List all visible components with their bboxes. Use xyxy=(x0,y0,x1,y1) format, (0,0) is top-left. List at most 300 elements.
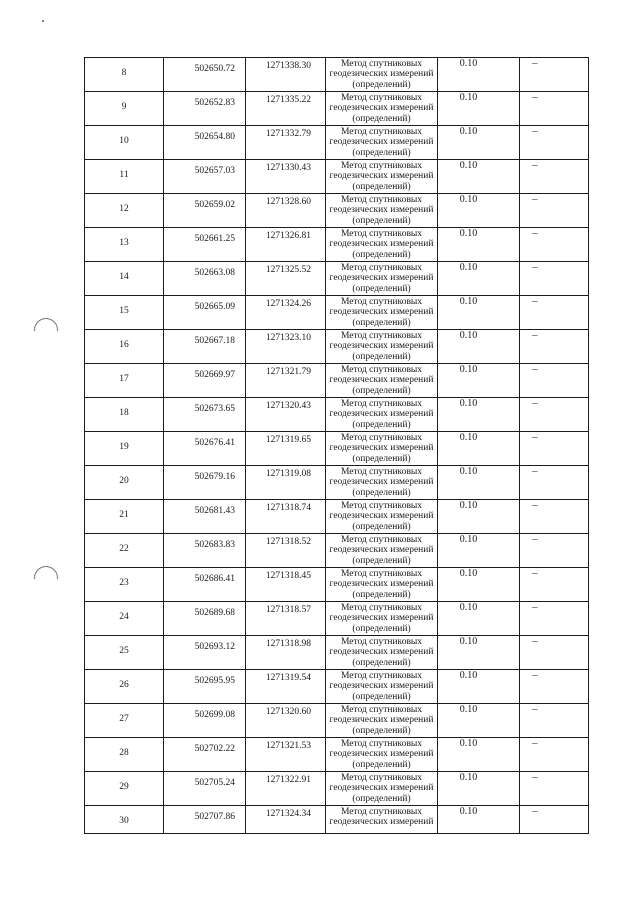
accuracy-value-cell xyxy=(438,364,520,398)
determination-method: Метод спутниковых геодезических измерений (определений) xyxy=(329,705,434,736)
x-coordinate-cell xyxy=(164,398,246,432)
point-number-cell xyxy=(85,296,164,330)
note-dash: – xyxy=(532,227,538,239)
y-coordinate: 1271318.57 xyxy=(265,605,311,615)
determination-method: Метод спутниковых геодезических измерений (определений) xyxy=(329,195,434,226)
note-dash-cell xyxy=(520,432,589,466)
determination-method: Метод спутниковых геодезических измерений (определений) xyxy=(329,229,434,260)
x-coordinate-cell xyxy=(164,500,246,534)
point-number: 26 xyxy=(119,680,129,690)
determination-method-cell xyxy=(326,602,438,636)
determination-method-cell xyxy=(326,568,438,602)
note-dash: – xyxy=(532,363,538,375)
accuracy-value-cell xyxy=(438,500,520,534)
accuracy-value-cell xyxy=(438,228,520,262)
y-coordinate: 1271321.79 xyxy=(265,367,311,377)
x-coordinate-cell xyxy=(164,296,246,330)
determination-method: Метод спутниковых геодезических измерений (определений) xyxy=(329,603,434,634)
point-number-cell xyxy=(85,534,164,568)
point-number: 19 xyxy=(119,442,129,452)
x-coordinate: 502705.24 xyxy=(194,778,235,788)
note-dash-cell xyxy=(520,330,589,364)
x-coordinate: 502665.09 xyxy=(194,302,235,312)
accuracy-value-cell xyxy=(438,398,520,432)
accuracy-value-cell xyxy=(438,330,520,364)
point-number-cell xyxy=(85,466,164,500)
determination-method-cell xyxy=(326,432,438,466)
point-number: 15 xyxy=(119,306,129,316)
x-coordinate: 502657.03 xyxy=(194,166,235,176)
accuracy-value: 0.10 xyxy=(459,160,478,171)
y-coordinate: 1271318.98 xyxy=(265,639,311,649)
table-row xyxy=(85,772,589,806)
y-coordinate-cell xyxy=(246,568,326,602)
determination-method-cell xyxy=(326,534,438,568)
accuracy-value: 0.10 xyxy=(459,772,478,783)
accuracy-value: 0.10 xyxy=(459,806,478,817)
point-number: 28 xyxy=(119,748,129,758)
point-number: 24 xyxy=(119,612,129,622)
y-coordinate: 1271320.43 xyxy=(265,401,311,411)
note-dash-cell xyxy=(520,670,589,704)
accuracy-value: 0.10 xyxy=(459,330,478,341)
determination-method: Метод спутниковых геодезических измерений (определений) xyxy=(329,467,434,498)
y-coordinate-cell xyxy=(246,772,326,806)
point-number-cell xyxy=(85,262,164,296)
note-dash-cell xyxy=(520,364,589,398)
determination-method: Метод спутниковых геодезических измерений (определений) xyxy=(329,161,434,192)
y-coordinate: 1271338.30 xyxy=(265,61,311,71)
y-coordinate: 1271318.74 xyxy=(265,503,311,513)
y-coordinate-cell xyxy=(246,670,326,704)
point-number: 25 xyxy=(119,646,129,656)
note-dash-cell xyxy=(520,568,589,602)
point-number: 22 xyxy=(119,544,129,554)
x-coordinate: 502676.41 xyxy=(194,438,235,448)
accuracy-value-cell xyxy=(438,738,520,772)
y-coordinate: 1271325.52 xyxy=(265,265,311,275)
accuracy-value: 0.10 xyxy=(459,432,478,443)
y-coordinate-cell xyxy=(246,92,326,126)
point-number-cell xyxy=(85,228,164,262)
determination-method: Метод спутниковых геодезических измерений (определений) xyxy=(329,127,434,158)
y-coordinate-cell xyxy=(246,432,326,466)
accuracy-value-cell xyxy=(438,58,520,92)
table-row xyxy=(85,194,589,228)
x-coordinate-cell xyxy=(164,806,246,834)
note-dash: – xyxy=(532,771,538,783)
x-coordinate: 502654.80 xyxy=(194,132,235,142)
y-coordinate: 1271318.52 xyxy=(265,537,311,547)
y-coordinate-cell xyxy=(246,194,326,228)
point-number-cell xyxy=(85,160,164,194)
point-number: 23 xyxy=(119,578,129,588)
table-row xyxy=(85,432,589,466)
x-coordinate: 502707.86 xyxy=(194,812,235,822)
accuracy-value: 0.10 xyxy=(459,636,478,647)
accuracy-value-cell xyxy=(438,92,520,126)
y-coordinate-cell xyxy=(246,704,326,738)
point-number: 21 xyxy=(119,510,129,520)
note-dash: – xyxy=(532,91,538,103)
accuracy-value: 0.10 xyxy=(459,194,478,205)
point-number: 18 xyxy=(119,408,129,418)
determination-method-cell xyxy=(326,738,438,772)
table-row xyxy=(85,806,589,834)
determination-method-cell xyxy=(326,330,438,364)
x-coordinate-cell xyxy=(164,228,246,262)
point-number-cell xyxy=(85,500,164,534)
accuracy-value-cell xyxy=(438,534,520,568)
point-number: 20 xyxy=(119,476,129,486)
y-coordinate-cell xyxy=(246,126,326,160)
determination-method: Метод спутниковых геодезических измерений (определений) xyxy=(329,297,434,328)
note-dash-cell xyxy=(520,704,589,738)
y-coordinate: 1271322.91 xyxy=(265,775,311,785)
note-dash: – xyxy=(532,431,538,443)
note-dash: – xyxy=(532,57,538,69)
determination-method-cell xyxy=(326,670,438,704)
note-dash: – xyxy=(532,261,538,273)
accuracy-value: 0.10 xyxy=(459,500,478,511)
determination-method: Метод спутниковых геодезических измерений (определений) xyxy=(329,331,434,362)
accuracy-value-cell xyxy=(438,636,520,670)
point-number-cell xyxy=(85,704,164,738)
note-dash-cell xyxy=(520,398,589,432)
table-row xyxy=(85,330,589,364)
y-coordinate-cell xyxy=(246,398,326,432)
point-number: 30 xyxy=(119,816,129,826)
point-number: 16 xyxy=(119,340,129,350)
note-dash-cell xyxy=(520,636,589,670)
y-coordinate-cell xyxy=(246,330,326,364)
point-number-cell xyxy=(85,432,164,466)
accuracy-value-cell xyxy=(438,806,520,834)
accuracy-value-cell xyxy=(438,772,520,806)
x-coordinate-cell xyxy=(164,670,246,704)
x-coordinate: 502659.02 xyxy=(194,200,235,210)
point-number-cell xyxy=(85,194,164,228)
point-number: 8 xyxy=(121,68,127,78)
accuracy-value: 0.10 xyxy=(459,296,478,307)
note-dash-cell xyxy=(520,806,589,834)
x-coordinate: 502689.68 xyxy=(194,608,235,618)
determination-method: Метод спутниковых геодезических измерений xyxy=(329,807,434,828)
x-coordinate-cell xyxy=(164,738,246,772)
x-coordinate-cell xyxy=(164,636,246,670)
note-dash-cell xyxy=(520,126,589,160)
table-row xyxy=(85,534,589,568)
note-dash: – xyxy=(532,805,538,817)
y-coordinate-cell xyxy=(246,602,326,636)
table-row xyxy=(85,228,589,262)
determination-method-cell xyxy=(326,466,438,500)
determination-method-cell xyxy=(326,194,438,228)
note-dash: – xyxy=(532,329,538,341)
y-coordinate-cell xyxy=(246,58,326,92)
accuracy-value-cell xyxy=(438,670,520,704)
determination-method-cell xyxy=(326,58,438,92)
y-coordinate: 1271328.60 xyxy=(265,197,311,207)
y-coordinate-cell xyxy=(246,160,326,194)
determination-method: Метод спутниковых геодезических измерений (определений) xyxy=(329,569,434,600)
accuracy-value-cell xyxy=(438,432,520,466)
scan-speck xyxy=(42,20,44,22)
accuracy-value: 0.10 xyxy=(459,58,478,69)
x-coordinate-cell xyxy=(164,330,246,364)
determination-method-cell xyxy=(326,296,438,330)
note-dash-cell xyxy=(520,602,589,636)
point-number-cell xyxy=(85,738,164,772)
accuracy-value: 0.10 xyxy=(459,704,478,715)
y-coordinate: 1271324.34 xyxy=(265,809,311,819)
accuracy-value-cell xyxy=(438,194,520,228)
determination-method: Метод спутниковых геодезических измерений (определений) xyxy=(329,433,434,464)
accuracy-value-cell xyxy=(438,262,520,296)
determination-method-cell xyxy=(326,364,438,398)
y-coordinate: 1271330.43 xyxy=(265,163,311,173)
x-coordinate-cell xyxy=(164,602,246,636)
note-dash-cell xyxy=(520,262,589,296)
determination-method: Метод спутниковых геодезических измерений (определений) xyxy=(329,93,434,124)
accuracy-value: 0.10 xyxy=(459,534,478,545)
y-coordinate-cell xyxy=(246,534,326,568)
note-dash-cell xyxy=(520,194,589,228)
x-coordinate: 502669.97 xyxy=(194,370,235,380)
punch-hole-mark xyxy=(34,318,58,331)
x-coordinate: 502661.25 xyxy=(194,234,235,244)
x-coordinate-cell xyxy=(164,466,246,500)
accuracy-value: 0.10 xyxy=(459,364,478,375)
note-dash: – xyxy=(532,499,538,511)
accuracy-value-cell xyxy=(438,704,520,738)
accuracy-value: 0.10 xyxy=(459,262,478,273)
determination-method-cell xyxy=(326,636,438,670)
point-number: 17 xyxy=(119,374,129,384)
point-number-cell xyxy=(85,636,164,670)
accuracy-value: 0.10 xyxy=(459,466,478,477)
table-row xyxy=(85,602,589,636)
table-row xyxy=(85,92,589,126)
y-coordinate: 1271319.65 xyxy=(265,435,311,445)
y-coordinate-cell xyxy=(246,364,326,398)
note-dash: – xyxy=(532,737,538,749)
determination-method: Метод спутниковых геодезических измерений (определений) xyxy=(329,263,434,294)
x-coordinate-cell xyxy=(164,704,246,738)
x-coordinate-cell xyxy=(164,262,246,296)
note-dash-cell xyxy=(520,500,589,534)
y-coordinate-cell xyxy=(246,228,326,262)
determination-method-cell xyxy=(326,160,438,194)
point-number: 14 xyxy=(119,272,129,282)
note-dash-cell xyxy=(520,466,589,500)
accuracy-value: 0.10 xyxy=(459,670,478,681)
x-coordinate: 502679.16 xyxy=(194,472,235,482)
table-row xyxy=(85,398,589,432)
x-coordinate: 502683.83 xyxy=(194,540,235,550)
y-coordinate: 1271321.53 xyxy=(265,741,311,751)
note-dash: – xyxy=(532,159,538,171)
determination-method: Метод спутниковых геодезических измерений (определений) xyxy=(329,773,434,804)
point-number: 10 xyxy=(119,136,129,146)
y-coordinate: 1271323.10 xyxy=(265,333,311,343)
determination-method-cell xyxy=(326,806,438,834)
accuracy-value: 0.10 xyxy=(459,92,478,103)
table-row xyxy=(85,704,589,738)
point-number: 11 xyxy=(119,170,129,180)
note-dash-cell xyxy=(520,738,589,772)
x-coordinate: 502695.95 xyxy=(194,676,235,686)
x-coordinate-cell xyxy=(164,772,246,806)
x-coordinate: 502699.08 xyxy=(194,710,235,720)
point-number-cell xyxy=(85,806,164,834)
table-row xyxy=(85,670,589,704)
point-number-cell xyxy=(85,772,164,806)
note-dash-cell xyxy=(520,772,589,806)
note-dash-cell xyxy=(520,160,589,194)
determination-method-cell xyxy=(326,500,438,534)
table-row xyxy=(85,58,589,92)
y-coordinate-cell xyxy=(246,500,326,534)
y-coordinate: 1271318.45 xyxy=(265,571,311,581)
point-number-cell xyxy=(85,364,164,398)
y-coordinate: 1271324.26 xyxy=(265,299,311,309)
table-row xyxy=(85,160,589,194)
accuracy-value-cell xyxy=(438,568,520,602)
point-number: 9 xyxy=(121,102,127,112)
point-number-cell xyxy=(85,398,164,432)
y-coordinate-cell xyxy=(246,806,326,834)
x-coordinate: 502650.72 xyxy=(194,64,235,74)
note-dash: – xyxy=(532,397,538,409)
determination-method: Метод спутниковых геодезических измерений (определений) xyxy=(329,59,434,90)
x-coordinate-cell xyxy=(164,534,246,568)
table-row xyxy=(85,500,589,534)
accuracy-value-cell xyxy=(438,602,520,636)
table-row xyxy=(85,364,589,398)
note-dash: – xyxy=(532,703,538,715)
table-row xyxy=(85,126,589,160)
determination-method: Метод спутниковых геодезических измерений (определений) xyxy=(329,739,434,770)
point-number-cell xyxy=(85,58,164,92)
note-dash-cell xyxy=(520,228,589,262)
note-dash: – xyxy=(532,601,538,613)
y-coordinate: 1271326.81 xyxy=(265,231,311,241)
determination-method-cell xyxy=(326,92,438,126)
y-coordinate: 1271335.22 xyxy=(265,95,311,105)
x-coordinate-cell xyxy=(164,92,246,126)
y-coordinate-cell xyxy=(246,296,326,330)
y-coordinate-cell xyxy=(246,262,326,296)
x-coordinate: 502663.08 xyxy=(194,268,235,278)
x-coordinate-cell xyxy=(164,160,246,194)
coordinates-table xyxy=(84,57,589,834)
point-number-cell xyxy=(85,126,164,160)
table-row xyxy=(85,636,589,670)
accuracy-value: 0.10 xyxy=(459,126,478,137)
determination-method: Метод спутниковых геодезических измерений (определений) xyxy=(329,501,434,532)
x-coordinate: 502673.65 xyxy=(194,404,235,414)
point-number: 27 xyxy=(119,714,129,724)
x-coordinate: 502693.12 xyxy=(194,642,235,652)
y-coordinate: 1271332.79 xyxy=(265,129,311,139)
x-coordinate-cell xyxy=(164,58,246,92)
y-coordinate-cell xyxy=(246,636,326,670)
determination-method-cell xyxy=(326,704,438,738)
determination-method-cell xyxy=(326,772,438,806)
punch-hole-mark xyxy=(34,566,58,579)
determination-method: Метод спутниковых геодезических измерений (определений) xyxy=(329,637,434,668)
accuracy-value: 0.10 xyxy=(459,398,478,409)
x-coordinate: 502702.22 xyxy=(194,744,235,754)
y-coordinate: 1271320.60 xyxy=(265,707,311,717)
x-coordinate-cell xyxy=(164,364,246,398)
y-coordinate-cell xyxy=(246,738,326,772)
note-dash: – xyxy=(532,125,538,137)
note-dash: – xyxy=(532,295,538,307)
accuracy-value: 0.10 xyxy=(459,738,478,749)
determination-method: Метод спутниковых геодезических измерений (определений) xyxy=(329,535,434,566)
accuracy-value-cell xyxy=(438,160,520,194)
note-dash-cell xyxy=(520,534,589,568)
determination-method-cell xyxy=(326,398,438,432)
note-dash: – xyxy=(532,635,538,647)
y-coordinate: 1271319.54 xyxy=(265,673,311,683)
x-coordinate-cell xyxy=(164,126,246,160)
accuracy-value-cell xyxy=(438,466,520,500)
note-dash: – xyxy=(532,533,538,545)
accuracy-value: 0.10 xyxy=(459,568,478,579)
accuracy-value: 0.10 xyxy=(459,228,478,239)
coordinates-table-body xyxy=(85,58,589,834)
note-dash: – xyxy=(532,567,538,579)
point-number: 29 xyxy=(119,782,129,792)
point-number-cell xyxy=(85,602,164,636)
table-row xyxy=(85,568,589,602)
x-coordinate-cell xyxy=(164,568,246,602)
determination-method-cell xyxy=(326,126,438,160)
note-dash: – xyxy=(532,193,538,205)
y-coordinate-cell xyxy=(246,466,326,500)
x-coordinate-cell xyxy=(164,432,246,466)
table-row xyxy=(85,738,589,772)
point-number-cell xyxy=(85,92,164,126)
determination-method-cell xyxy=(326,262,438,296)
x-coordinate: 502652.83 xyxy=(194,98,235,108)
point-number-cell xyxy=(85,568,164,602)
table-row xyxy=(85,466,589,500)
point-number: 13 xyxy=(119,238,129,248)
accuracy-value-cell xyxy=(438,296,520,330)
note-dash: – xyxy=(532,465,538,477)
determination-method-cell xyxy=(326,228,438,262)
point-number-cell xyxy=(85,330,164,364)
point-number-cell xyxy=(85,670,164,704)
table-row xyxy=(85,296,589,330)
determination-method: Метод спутниковых геодезических измерений (определений) xyxy=(329,365,434,396)
point-number: 12 xyxy=(119,204,129,214)
accuracy-value-cell xyxy=(438,126,520,160)
x-coordinate: 502681.43 xyxy=(194,506,235,516)
x-coordinate: 502667.18 xyxy=(194,336,235,346)
accuracy-value: 0.10 xyxy=(459,602,478,613)
table-row xyxy=(85,262,589,296)
note-dash: – xyxy=(532,669,538,681)
note-dash-cell xyxy=(520,296,589,330)
y-coordinate: 1271319.08 xyxy=(265,469,311,479)
determination-method: Метод спутниковых геодезических измерений (определений) xyxy=(329,671,434,702)
x-coordinate: 502686.41 xyxy=(194,574,235,584)
